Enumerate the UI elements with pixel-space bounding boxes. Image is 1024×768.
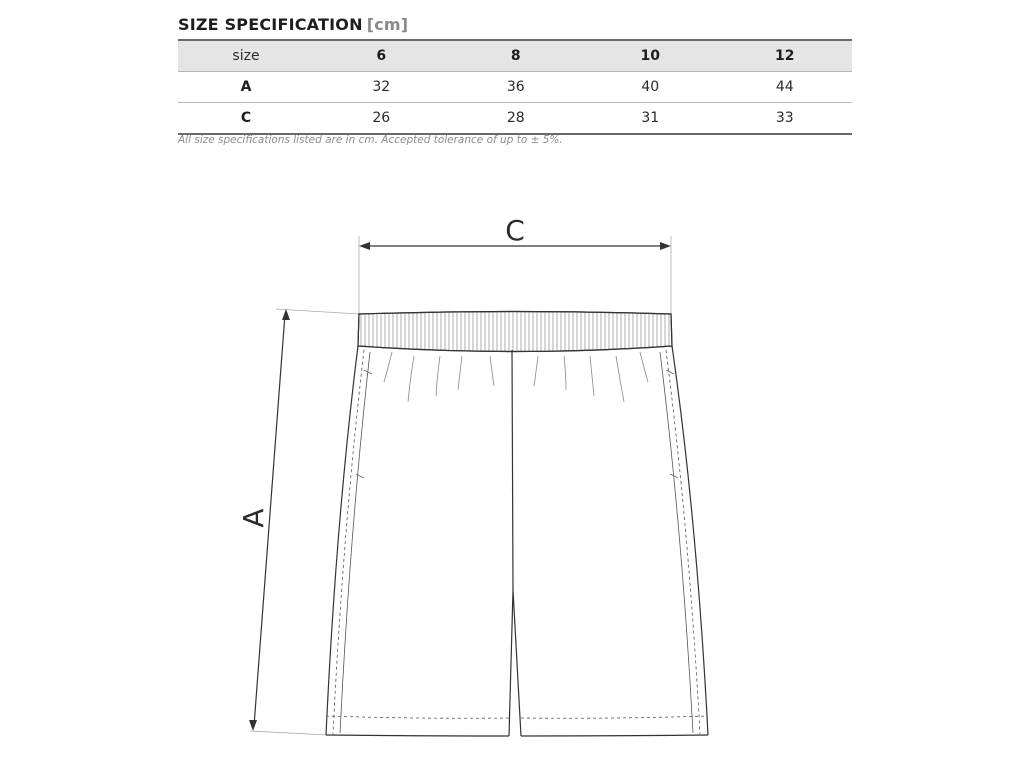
title-text: SIZE SPECIFICATION	[178, 15, 363, 34]
header-col: 12	[775, 48, 795, 64]
table-cell: 26	[372, 110, 391, 126]
table-cell: 32	[372, 79, 391, 95]
table-cell: 28	[506, 110, 525, 126]
table-cell: 33	[775, 110, 794, 126]
header-col: 6	[376, 48, 387, 64]
header-size: size	[232, 48, 260, 64]
shorts-outline	[326, 312, 708, 737]
header-col: 10	[640, 48, 660, 64]
row-label: A	[240, 79, 252, 95]
dimension-c	[359, 214, 671, 314]
table-cell: 36	[506, 79, 525, 95]
header-col: 8	[510, 48, 521, 64]
table-cell: 31	[641, 110, 660, 126]
dimension-a	[237, 309, 359, 735]
label-c: C	[505, 214, 525, 247]
side-stripes	[326, 350, 708, 734]
table-cell: 40	[641, 79, 660, 95]
label-a: A	[237, 508, 270, 528]
tolerance-note: All size specifications listed are in cm. Accepted tolerance of up to ± 5%.	[178, 134, 563, 146]
waist-gathers	[384, 352, 648, 402]
pocket-marks	[356, 370, 678, 478]
row-label: C	[240, 110, 252, 126]
table-cell: 44	[775, 79, 794, 95]
title-unit: [cm]	[366, 15, 409, 34]
